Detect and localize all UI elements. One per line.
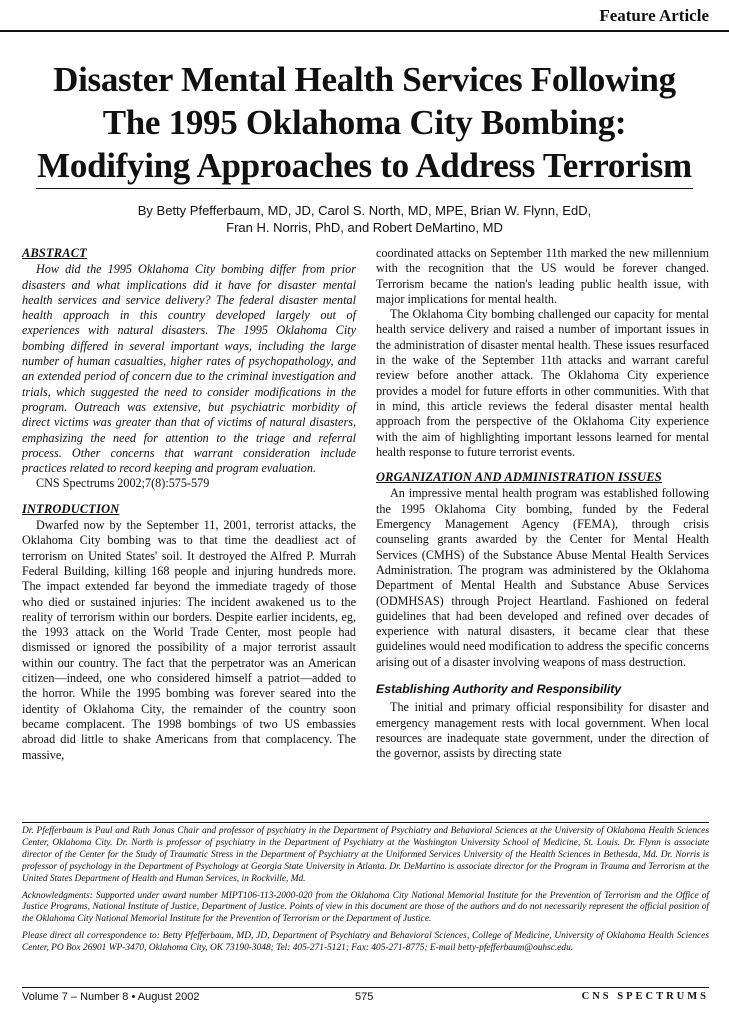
title-line: Disaster Mental Health Services Following [53, 60, 676, 99]
abstract-text: How did the 1995 Oklahoma City bombing differ from prior disasters and what implications did it have for disaster mental health services and service delivery? The federal disaster mental health approach in this country developed largely out of experiences with natural disasters. The 1995 Oklahoma City bombing differed in several important ways, including the large number of human casualties, higher rates of psychopathology, and an extended period of concern due to the criminal investigation and trials, which suggested the need to consider modifications in the program. Outreach was extensive, but psychiatric morbidity of direct victims was greater than that of victims of natural disasters, emphasizing the need for attention to the triage and referral process. Other concerns that warrant consideration include practices related to record keeping and program evaluation. [22, 262, 356, 476]
page-footer [22, 991, 709, 1007]
title-line: Modifying Approaches to Address Terrorism [37, 146, 692, 185]
authors-line: By Betty Pfefferbaum, MD, JD, Carol S. North, MD, MPE, Brian W. Flynn, EdD, [137, 203, 592, 218]
authority-text: The initial and primary official responsibility for disaster and emergency management rests with local government. When local resources are inadequate state government, under the direction of the governor, assists by directing state [376, 700, 709, 761]
right-column [376, 246, 709, 762]
introduction-continuation: coordinated attacks on September 11th marked the new millennium with the recognition that the US would be forever changed. Terrorism became the nation's leading public health issue, with major implications for mental health. [376, 246, 709, 306]
affiliations-note: Dr. Pfefferbaum is Paul and Ruth Jonas Chair and professor of psychiatry in the Department of Psychiatry and Behavioral Sciences at the University of Oklahoma Health Sciences Center, Oklahoma City. Dr. North is professor of psychiatry in the Department of Psychiatry at the Washington University School of Medicine, St. Louis. Dr. Flynn is associate director of the Center for the Study of Traumatic Stress in the Department of Psychiatry at the Uniformed Services University of the Health Sciences in Bethesda, Md. Dr. Norris is professor of psychology in the Department of Psychology at Georgia State University in Atlanta. Dr. DeMartino is associate director for the Program in Trauma and Terrorism at the United States Department of Health and Human Services, in Rockville, Md. [22, 826, 709, 884]
author-list [20, 202, 709, 236]
footer-rule [22, 987, 709, 988]
left-column [22, 246, 356, 763]
page-number: 575 [355, 991, 374, 1003]
authority-subheading: Establishing Authority and Responsibility [376, 682, 622, 697]
section-label: Feature Article [599, 6, 709, 25]
correspondence-note: Please direct all correspondence to: Betty Pfefferbaum, MD, JD, Department of Psychiatry and Behavioral Sciences, College of Medicine, University of Oklahoma Health Sciences Center, PO Box 26901 WP-3470, Oklahoma City, OK 73190-3048; Tel: 405-271-5121; Fax: 405-271-8775; E-mail betty-pfefferbaum@ouhsc.edu. [22, 931, 709, 954]
organization-heading: ORGANIZATION AND ADMINISTRATION ISSUES [376, 470, 662, 485]
citation: CNS Spectrums 2002;7(8):575-579 [36, 476, 210, 491]
footnotes [22, 826, 709, 960]
abstract-heading: ABSTRACT [22, 246, 87, 260]
introduction-heading: INTRODUCTION [22, 501, 120, 516]
issue-info: Volume 7 – Number 8 • August 2002 [22, 991, 200, 1003]
organization-text: An impressive mental health program was established following the 1995 Oklahoma City bombing, funded by the Federal Emergency Management Agency (FEMA), through crisis counseling grants awarded by the Center for Mental Health Services (CMHS) of the Substance Abuse Mental Health Services Administration. The program was administered by the Oklahoma Department of Mental Health and Substance Abuse Services (ODMHSAS) through Project Heartland. Fashioned on federal guidelines that had been developed and refined over decades of experience with natural disasters, it became clear that these guidelines would need modification to address the specific concerns arising out of a disaster involving weapons of mass destruction. [376, 486, 709, 669]
running-header [0, 0, 729, 34]
title-rule [36, 188, 693, 189]
footnote-rule [22, 822, 709, 823]
introduction-text: Dwarfed now by the September 11, 2001, terrorist attacks, the Oklahoma City bombing was to that time the deadliest act of terrorism on United States' soil. It destroyed the Alfred P. Murrah Federal Building, killing 168 people and injuring hundreds more. The impact extended far beyond the immediate tragedy of those who died or sustained injuries: The incident awakened us to the reality of terrorism within our borders. Despite earlier incidents, eg, the 1993 attack on the World Trade Center, most people had dismissed or ignored the possibility of a major terrorist assault within our country. The fact that the perpetrator was an American citizen—indeed, one who considered himself a patriot—added to the horror. While the 1995 bombing was forever seared into the identity of Oklahoma City, the remainder of the country soon became complacent. The 1998 bombings of two US embassies abroad did little to shake Americans from that complacency. The massive, [22, 518, 356, 762]
article-title [10, 58, 719, 187]
introduction-paragraph: The Oklahoma City bombing challenged our capacity for mental health service delivery and raised a number of important issues in the administration of disaster mental health. These issues resurfaced in the wake of the September 11th attacks and warrant careful review before another attack. The Oklahoma City experience provides a model for future efforts in other communities. With that in mind, this article reviews the federal disaster mental health approach from the perspective of the Oklahoma City experience with the aim of highlighting important lessons learned for mental health response to future terrorist events. [376, 307, 709, 459]
header-rule [0, 30, 729, 32]
authors-line: Fran H. Norris, PhD, and Robert DeMartino, MD [226, 220, 503, 235]
acknowledgments-note: Acknowledgments: Supported under award number MIPT106-113-2000-020 from the Oklahoma City National Memorial Institute for the Prevention of Terrorism and the Office of Justice Programs, National Institute of Justice, Department of Justice. Points of view in this document are those of the authors and do not necessarily represent the official position of the Oklahoma City National Memorial Institute for the Prevention of Terrorism or the Department of Justice. [22, 890, 709, 925]
title-line: The 1995 Oklahoma City Bombing: [102, 103, 627, 142]
journal-name: CNS SPECTRUMS [581, 991, 709, 1002]
